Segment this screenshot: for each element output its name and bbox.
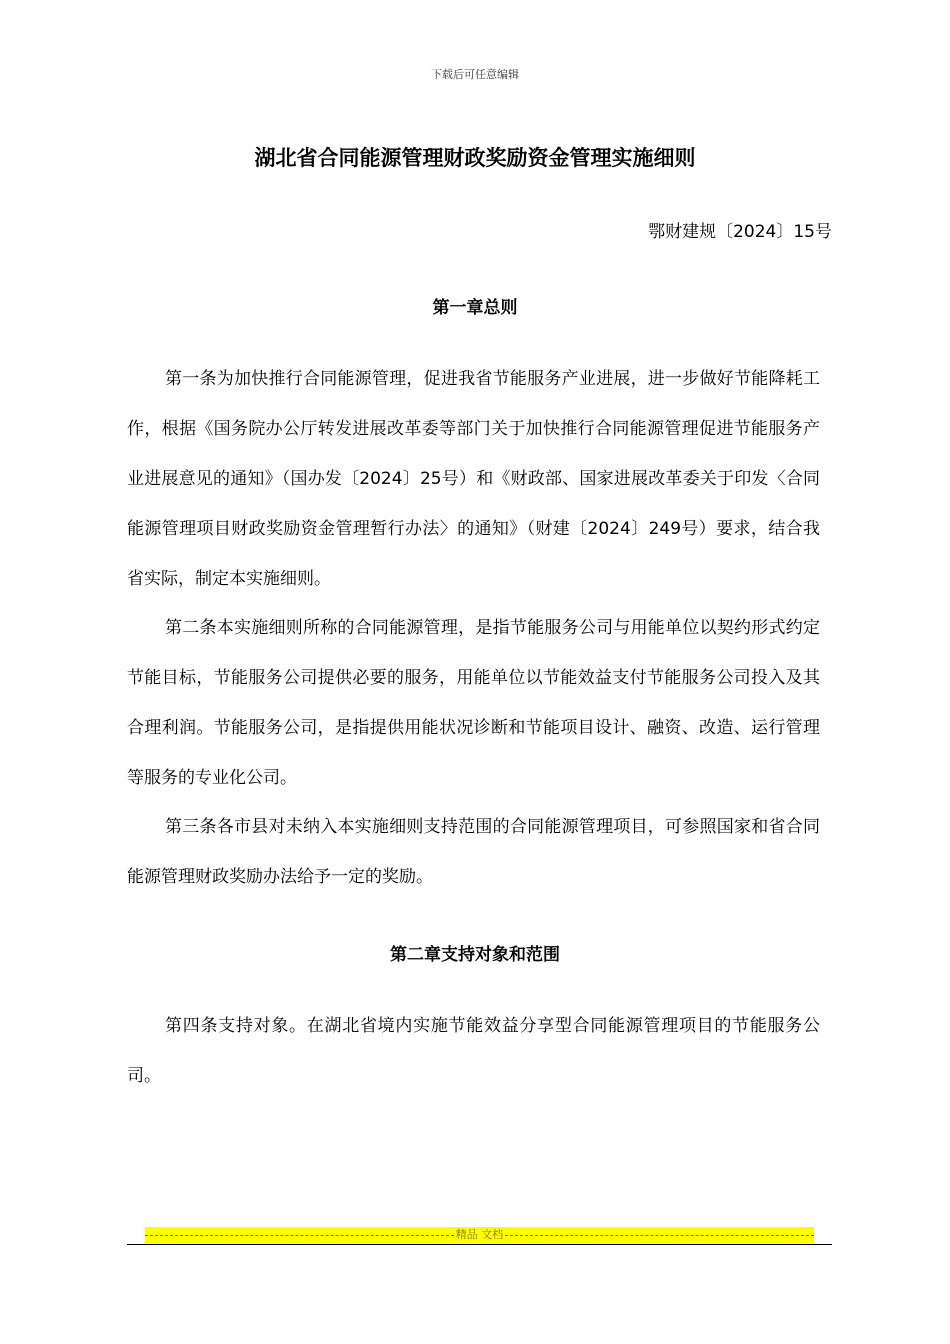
document-title: 湖北省合同能源管理财政奖励资金管理实施细则 — [254, 146, 696, 170]
footer-dash-right — [505, 1235, 814, 1236]
article-3-paragraph: 第三条各市县对未纳入本实施细则支持范围的合同能源管理项目，可参照国家和省合同能源管理财政奖励办法给予一定的奖励。 — [127, 817, 820, 887]
article-2-paragraph: 第二条本实施细则所称的合同能源管理，是指节能服务公司与用能单位以契约形式约定节能目标，节能服务公司提供必要的服务，用能单位以节能效益支付节能服务公司投入及其合理利润。节能服务公司，是指提供用能状况诊断和节能项目设计、融资、改造、运行管理等服务的专业化公司。 — [127, 618, 820, 788]
footer-label: 精品 文档 — [455, 1228, 504, 1241]
footer-divider — [127, 1244, 832, 1245]
chapter-heading-2: 第二章支持对象和范围 — [390, 945, 560, 965]
header-note: 下载后可任意编辑 — [431, 68, 519, 81]
footer-dash-left — [145, 1235, 454, 1236]
footer-banner — [145, 1228, 814, 1242]
chapter-heading-1: 第一章总则 — [432, 298, 518, 318]
document-number: 鄂财建规〔2024〕15号 — [648, 222, 832, 242]
article-1-paragraph: 第一条为加快推行合同能源管理，促进我省节能服务产业进展，进一步做好节能降耗工作，根据《国务院办公厅转发进展改革委等部门关于加快推行合同能源管理促进节能服务产业进展意见的通知》（国办发〔2024〕25号）和《财政部、国家进展改革委关于印发〈合同能源管理项目财政奖励资金管理暂行办法〉的通知》（财建〔2024〕249号）要求，结合我省实际，制定本实施细则。 — [127, 369, 820, 589]
article-4-paragraph: 第四条支持对象。在湖北省境内实施节能效益分享型合同能源管理项目的节能服务公司。 — [127, 1016, 820, 1086]
